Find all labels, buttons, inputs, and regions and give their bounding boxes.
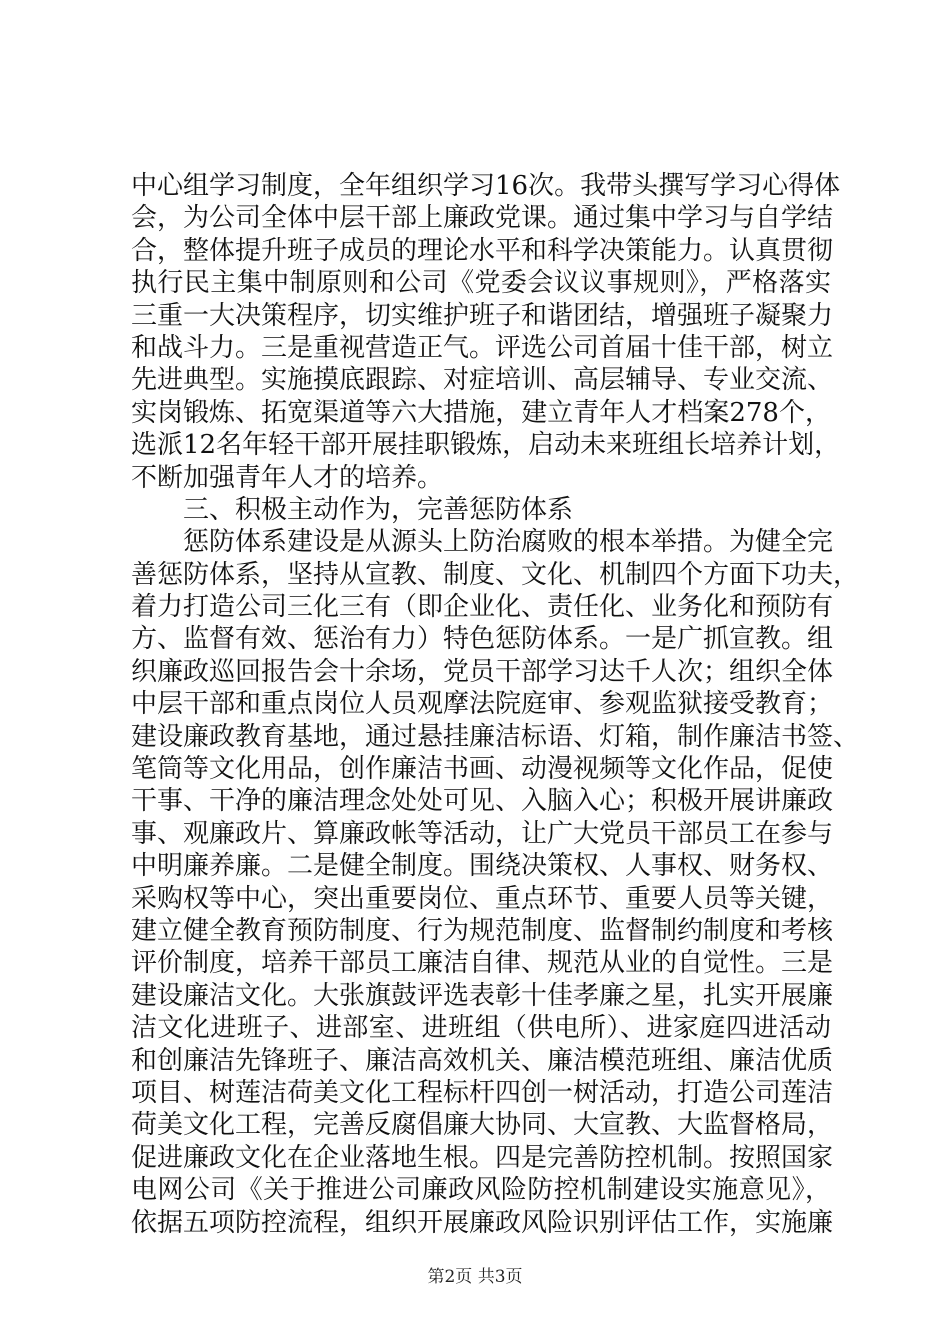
text-line: 方、监督有效、惩治有力）特色惩防体系。一是广抓宣教。组 (131, 624, 834, 655)
text-line: 中心组学习制度，全年组织学习16次。我带头撰写学习心得体 (131, 171, 841, 201)
text-line: 选派12名年轻干部开展挂职锻炼，启动未来班组长培养计划， (131, 430, 841, 461)
text-line: 建设廉洁文化。大张旗鼓评选表彰十佳孝廉之星，扎实开展廉 (131, 980, 834, 1011)
text-line: 织廉政巡回报告会十余场，党员干部学习达千人次；组织全体 (131, 656, 834, 687)
page-number-footer: 第2页 共3页 (427, 1267, 523, 1287)
text-line: 不断加强青年人才的培养。 (131, 462, 444, 493)
text-line: 中层干部和重点岗位人员观摩法院庭审、参观监狱接受教育； (131, 689, 834, 720)
text-line: 荷美文化工程，完善反腐倡廉大协同、大宣教、大监督格局， (131, 1110, 834, 1141)
text-line: 干事、干净的廉洁理念处处可见、入脑入心；积极开展讲廉政 (131, 786, 834, 817)
text-line: 和战斗力。三是重视营造正气。评选公司首届十佳干部，树立 (131, 332, 834, 363)
text-line: 笔筒等文化用品，创作廉洁书画、动漫视频等文化作品，促使 (131, 754, 834, 785)
text-line: 电网公司《关于推进公司廉政风险防控机制建设实施意见》， (131, 1175, 831, 1206)
text-line: 着力打造公司三化三有（即企业化、责任化、业务化和预防有 (131, 592, 834, 623)
text-line: 建立健全教育预防制度、行为规范制度、监督制约制度和考核 (131, 915, 834, 946)
text-line: 评价制度，培养干部员工廉洁自律、规范从业的自觉性。三是 (131, 948, 834, 979)
text-line: 合，整体提升班子成员的理论水平和科学决策能力。认真贯彻 (131, 235, 834, 266)
text-line: 先进典型。实施摸底跟踪、对症培训、高层辅导、专业交流、 (131, 365, 834, 396)
text-line: 善惩防体系，坚持从宣教、制度、文化、机制四个方面下功夫， (131, 559, 860, 590)
section-heading: 三、积极主动作为，完善惩防体系 (183, 494, 574, 525)
text-line: 三重一大决策程序，切实维护班子和谐团结，增强班子凝聚力 (131, 300, 834, 331)
text-line: 实岗锻炼、拓宽渠道等六大措施，建立青年人才档案278个， (131, 397, 831, 428)
text-line: 建设廉政教育基地，通过悬挂廉洁标语、灯箱，制作廉洁书签、 (131, 721, 860, 752)
text-line: 促进廉政文化在企业落地生根。四是完善防控机制。按照国家 (131, 1142, 834, 1173)
text-line: 项目、树莲洁荷美文化工程标杆四创一树活动，打造公司莲洁 (131, 1077, 834, 1108)
text-line: 会，为公司全体中层干部上廉政党课。通过集中学习与自学结 (131, 203, 834, 234)
document-body (131, 170, 860, 1239)
text-line: 中明廉养廉。二是健全制度。围绕决策权、人事权、财务权、 (131, 851, 834, 882)
text-line: 依据五项防控流程，组织开展廉政风险识别评估工作，实施廉 (131, 1207, 834, 1238)
text-line: 洁文化进班子、进部室、进班组（供电所）、进家庭四进活动 (131, 1013, 831, 1044)
text-line: 采购权等中心，突出重要岗位、重点环节、重要人员等关键， (131, 883, 834, 914)
text-line: 惩防体系建设是从源头上防治腐败的根本举措。为健全完 (183, 527, 834, 558)
text-line: 和创廉洁先锋班子、廉洁高效机关、廉洁模范班组、廉洁优质 (131, 1045, 834, 1076)
text-line: 事、观廉政片、算廉政帐等活动，让广大党员干部员工在参与 (131, 818, 834, 849)
text-line: 执行民主集中制原则和公司《党委会议议事规则》，严格落实 (131, 268, 831, 299)
